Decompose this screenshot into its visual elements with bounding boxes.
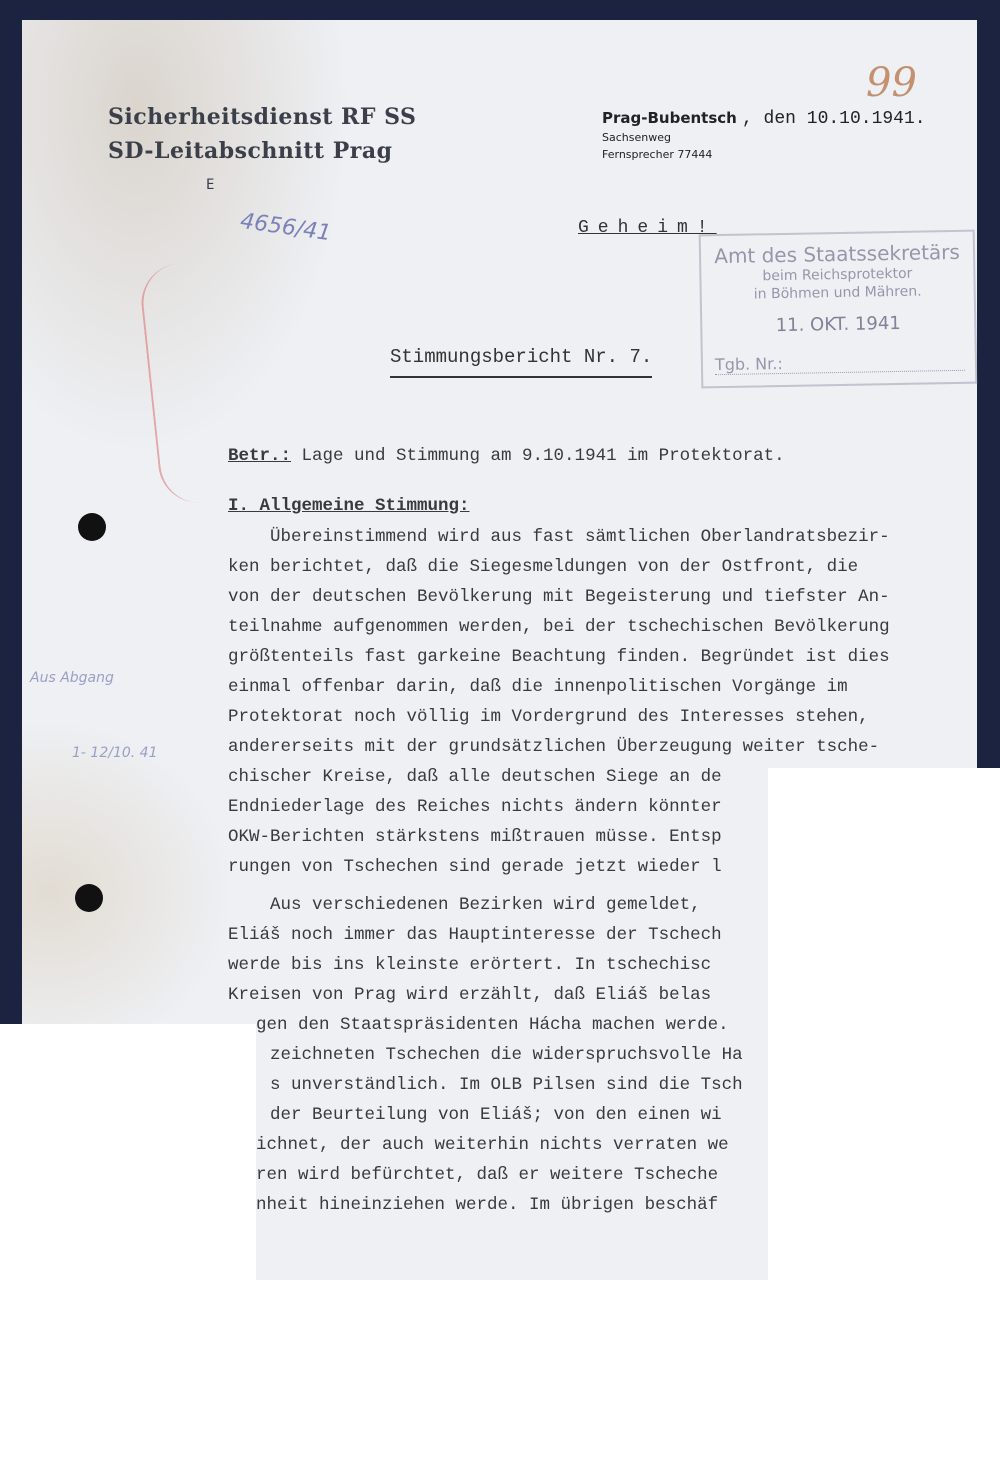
letterhead-line1: Sicherheitsdienst RF SS xyxy=(108,104,417,130)
text-line: Endniederlage des Reiches nichts ändern könnter xyxy=(228,797,722,817)
stamp-date: 11. OKT. 1941 xyxy=(775,312,901,337)
text-line: s unverständlich. Im OLB Pilsen sind die Tsch xyxy=(270,1075,743,1095)
text-line: werde bis ins kleinste erörtert. In tschechisc xyxy=(228,955,712,975)
text-line: ichnet, der auch weiterhin nichts verraten we xyxy=(256,1135,729,1155)
punch-hole-bottom xyxy=(75,884,103,912)
sender-address xyxy=(602,108,926,163)
text-line: teilnahme aufgenommen werden, bei der tschechischen Bevölkerung xyxy=(228,617,890,637)
pencil-annotation-date: 1- 12/10. 41 xyxy=(72,745,158,761)
stamp-tgb: Tgb. Nr.: xyxy=(715,351,965,375)
stamp-line2: beim Reichsprotektor xyxy=(762,265,913,285)
text-line: Aus verschiedenen Bezirken wird gemeldet, xyxy=(228,895,701,915)
blank-region-left xyxy=(0,1024,256,1473)
address-phone: Fernsprecher 77444 xyxy=(602,148,713,161)
text-line: Kreisen von Prag wird erzählt, daß Eliáš belas xyxy=(228,985,712,1005)
text-line: ren wird befürchtet, daß er weitere Tscheche xyxy=(256,1165,719,1185)
page-number: 99 xyxy=(866,60,917,106)
text-line: Eliáš noch immer das Hauptinteresse der Tschech xyxy=(228,925,722,945)
receipt-stamp xyxy=(699,230,978,389)
text-line: einmal offenbar darin, daß die innenpolitischen Vorgänge im xyxy=(228,677,848,697)
report-title: Stimmungsbericht Nr. 7. xyxy=(390,346,652,378)
stamp-line3: in Böhmen und Mähren. xyxy=(753,283,922,303)
subject-label: Betr.: xyxy=(228,446,292,466)
text-line: gen den Staatspräsidenten Hácha machen werde. xyxy=(256,1015,729,1035)
text-line: der Beurteilung von Eliáš; von den einen wi xyxy=(270,1105,722,1125)
text-line: chischer Kreise, daß alle deutschen Siege an de xyxy=(228,767,722,787)
letterhead-line2: SD-Leitabschnitt Prag xyxy=(108,138,393,164)
address-date: , den 10.10.1941. xyxy=(741,109,926,129)
stamp-line1: Amt des Staatssekretärs xyxy=(714,239,961,269)
text-line: zeichneten Tschechen die widerspruchsvolle Ha xyxy=(270,1045,743,1065)
text-line: ken berichtet, daß die Siegesmeldungen von der Ostfront, die xyxy=(228,557,859,577)
letterhead xyxy=(108,100,416,202)
text-line: rungen von Tschechen sind gerade jetzt wieder l xyxy=(228,857,722,877)
text-line: nheit hineinziehen werde. Im übrigen beschäf xyxy=(256,1195,719,1215)
blank-region-bottom xyxy=(256,1280,768,1473)
subject-text: Lage und Stimmung am 9.10.1941 im Protektorat. xyxy=(291,446,785,466)
text-line: andererseits mit der grundsätzlichen Überzeugung weiter tsche- xyxy=(228,737,880,757)
text-line: OKW-Berichten stärkstens mißtrauen müsse. Entsp xyxy=(228,827,722,847)
letterhead-mark: E xyxy=(206,177,215,193)
classification-label: Geheim! xyxy=(578,218,717,238)
pencil-annotation: Aus Abgang xyxy=(30,670,114,686)
text-line: Übereinstimmend wird aus fast sämtlichen Oberlandratsbezir- xyxy=(228,527,890,547)
address-city: Prag-Bubentsch xyxy=(602,109,737,127)
address-street: Sachsenweg xyxy=(602,131,671,144)
text-line: Protektorat noch völlig im Vordergrund des Interesses stehen, xyxy=(228,707,869,727)
subject-line xyxy=(228,446,976,466)
text-line: von der deutschen Bevölkerung mit Begeisterung und tiefster An- xyxy=(228,587,890,607)
section-heading: I. Allgemeine Stimmung: xyxy=(228,496,470,516)
registration-number: 4656/41 xyxy=(238,208,333,247)
punch-hole-top xyxy=(78,513,106,541)
blank-region-right xyxy=(768,768,1000,1473)
text-line: größtenteils fast garkeine Beachtung finden. Begründet ist dies xyxy=(228,647,890,667)
